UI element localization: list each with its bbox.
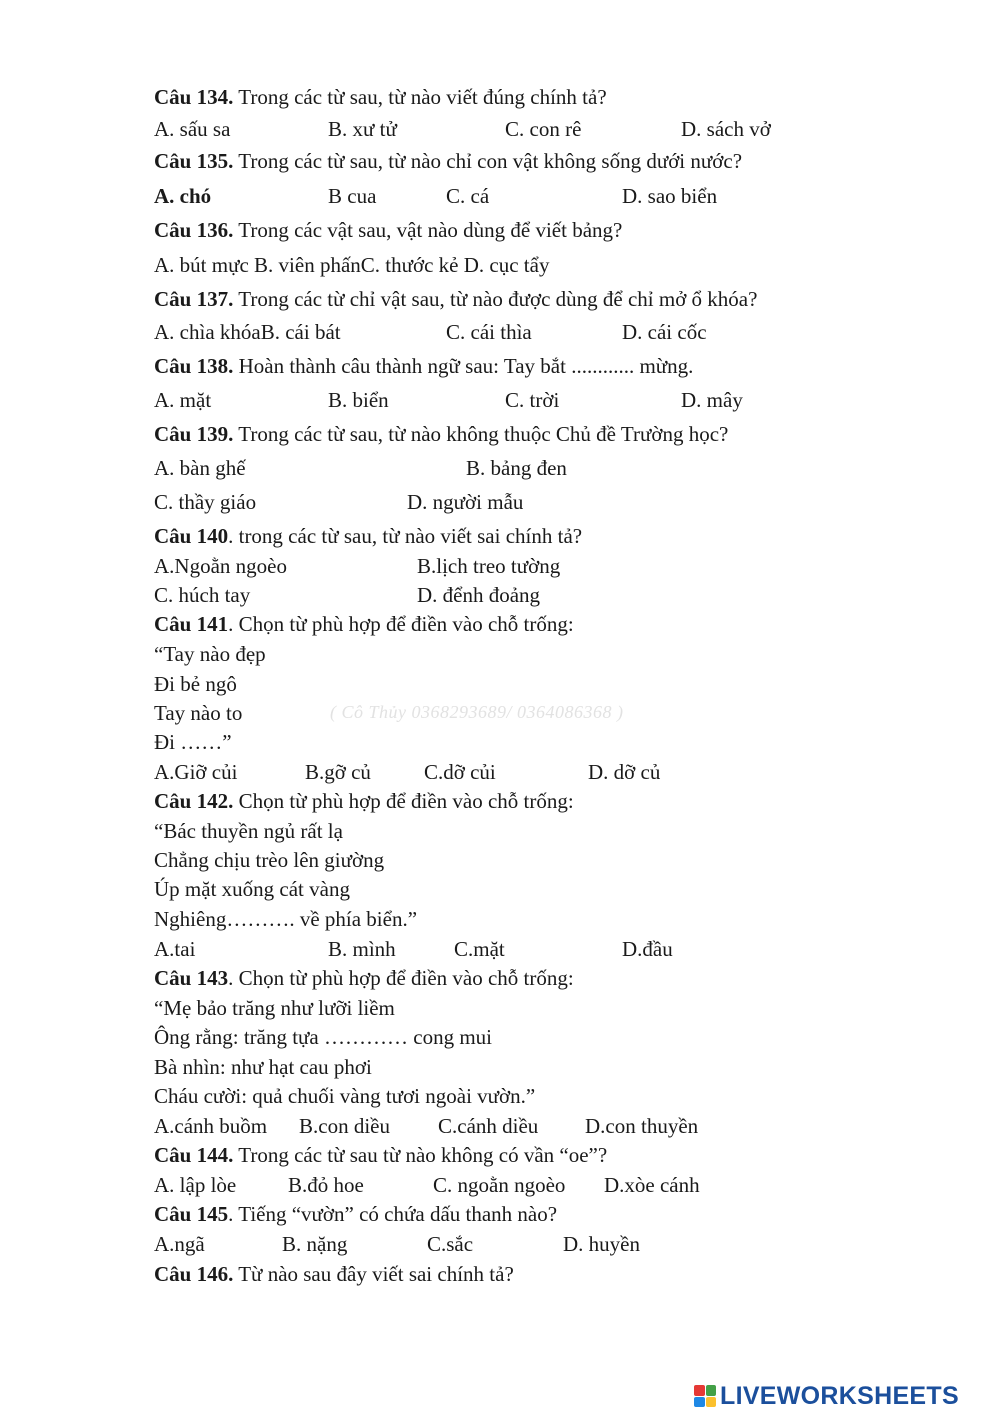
- question-143: Câu 143. Chọn từ phù hợp để điền vào chỗ trống:: [154, 966, 574, 990]
- option-142-d: D.đầu: [622, 937, 673, 961]
- option-143-d: D.con thuyền: [585, 1114, 699, 1138]
- option-139-b: B. bảng đen: [466, 456, 567, 480]
- option-143-a: A.cánh buồm: [154, 1114, 268, 1138]
- option-143-b: B.con diều: [299, 1114, 390, 1138]
- question-146: Câu 146. Từ nào sau đây viết sai chính tả?: [154, 1262, 514, 1286]
- option-140-d: D. đểnh đoảng: [417, 583, 541, 607]
- question-140: Câu 140. trong các từ sau, từ nào viết sai chính tả?: [154, 524, 583, 548]
- poem-142-line-4: Nghiêng………. về phía biển.”: [154, 907, 418, 931]
- option-145-a: A.ngã: [154, 1232, 205, 1256]
- option-144-b: B.đỏ hoe: [288, 1173, 364, 1197]
- option-140-b: B.lịch treo tường: [417, 554, 561, 578]
- question-137: Câu 137. Trong các từ chỉ vật sau, từ nào được dùng để chỉ mở ổ khóa?: [154, 287, 758, 311]
- poem-141-line-2: Đi bẻ ngô: [154, 672, 237, 696]
- option-145-d: D. huyền: [563, 1232, 640, 1256]
- liveworksheets-logo-icon: [694, 1385, 716, 1407]
- option-139-d: D. người mẫu: [407, 490, 524, 514]
- question-134: Câu 134. Trong các từ sau, từ nào viết đúng chính tả?: [154, 85, 607, 109]
- option-144-c: C. ngoằn ngoèo: [433, 1173, 566, 1197]
- option-141-d: D. dỡ củ: [588, 760, 661, 784]
- option-137-ab: A. chìa khóaB. cái bát: [154, 320, 341, 344]
- option-142-b: B. mình: [328, 937, 396, 961]
- option-137-c: C. cái thìa: [446, 320, 532, 344]
- brand-text: LIVEWORKSHEETS: [720, 1381, 959, 1410]
- poem-141-line-4: Đi ……”: [154, 730, 232, 754]
- option-135-b: B cua: [328, 184, 377, 208]
- poem-142-line-3: Úp mặt xuống cát vàng: [154, 877, 350, 901]
- poem-142-line-2: Chẳng chịu trèo lên giường: [154, 848, 385, 872]
- option-144-d: D.xòe cánh: [604, 1173, 700, 1197]
- option-144-a: A. lập lòe: [154, 1173, 237, 1197]
- poem-143-line-1: “Mẹ bảo trăng như lưỡi liềm: [154, 996, 395, 1020]
- option-142-a: A.tai: [154, 937, 196, 961]
- option-138-c: C. trời: [505, 388, 560, 412]
- poem-142-line-1: “Bác thuyền ngủ rất lạ: [154, 819, 343, 843]
- option-141-b: B.gỡ củ: [305, 760, 371, 784]
- option-134-b: B. xư tử: [328, 117, 397, 141]
- question-142: Câu 142. Chọn từ phù hợp để điền vào chỗ trống:: [154, 789, 574, 813]
- option-138-d: D. mây: [681, 388, 743, 412]
- option-134-d: D. sách vở: [681, 117, 771, 141]
- liveworksheets-brand[interactable]: [694, 1379, 959, 1413]
- poem-141-line-3: Tay nào to: [154, 701, 243, 725]
- poem-143-line-3: Bà nhìn: như hạt cau phơi: [154, 1055, 372, 1079]
- option-141-c: C.dỡ củi: [424, 760, 496, 784]
- option-135-c: C. cá: [446, 184, 490, 208]
- question-144: Câu 144. Trong các từ sau từ nào không có vần “oe”?: [154, 1143, 608, 1167]
- logo-block-blue: [694, 1397, 705, 1408]
- options-136: A. bút mực B. viên phấnC. thước kẻ D. cục tẩy: [154, 253, 550, 277]
- option-140-c: C. húch tay: [154, 583, 251, 607]
- option-137-d: D. cái cốc: [622, 320, 707, 344]
- poem-141-line-1: “Tay nào đẹp: [154, 642, 266, 666]
- contact-watermark: ( Cô Thủy 0368293689/ 0364086368 ): [330, 702, 624, 722]
- question-135: Câu 135. Trong các từ sau, từ nào chỉ con vật không sống dưới nước?: [154, 149, 743, 173]
- question-138: Câu 138. Hoàn thành câu thành ngữ sau: Tay bắt ............ mừng.: [154, 354, 694, 378]
- option-139-c: C. thầy giáo: [154, 490, 257, 514]
- option-139-a: A. bàn ghế: [154, 456, 246, 480]
- option-141-a: A.Giỡ củi: [154, 760, 238, 784]
- option-145-b: B. nặng: [282, 1232, 348, 1256]
- logo-block-yellow: [706, 1397, 717, 1408]
- option-135-d: D. sao biển: [622, 184, 718, 208]
- option-138-b: B. biển: [328, 388, 389, 412]
- logo-block-red: [694, 1385, 705, 1396]
- question-141: Câu 141. Chọn từ phù hợp để điền vào chỗ trống:: [154, 612, 574, 636]
- question-139: Câu 139. Trong các từ sau, từ nào không thuộc Chủ đề Trường học?: [154, 422, 729, 446]
- poem-143-line-4: Cháu cười: quả chuối vàng tươi ngoài vườn.”: [154, 1084, 536, 1108]
- option-143-c: C.cánh diều: [438, 1114, 539, 1138]
- option-140-a: A.Ngoằn ngoèo: [154, 554, 287, 578]
- option-145-c: C.sắc: [427, 1232, 474, 1256]
- question-136: Câu 136. Trong các vật sau, vật nào dùng để viết bảng?: [154, 218, 623, 242]
- option-134-a: A. sấu sa: [154, 117, 231, 141]
- question-145: Câu 145. Tiếng “vườn” có chứa dấu thanh nào?: [154, 1202, 558, 1226]
- option-138-a: A. mặt: [154, 388, 212, 412]
- option-134-c: C. con rê: [505, 117, 582, 141]
- option-135-a: A. chó: [154, 184, 212, 208]
- logo-block-green: [706, 1385, 717, 1396]
- poem-143-line-2: Ông rằng: trăng tựa ………… cong mui: [154, 1025, 492, 1049]
- option-142-c: C.mặt: [454, 937, 505, 961]
